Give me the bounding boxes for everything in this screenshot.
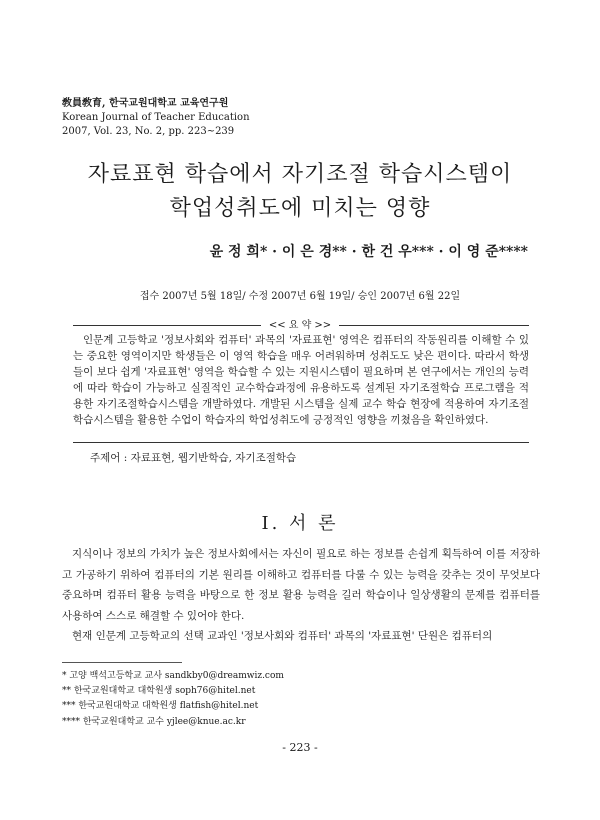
keywords: 주제어 : 자료표현, 웹기반학습, 자기조절학습 — [90, 452, 297, 464]
journal-header — [62, 97, 250, 139]
page-number: - 223 - — [282, 741, 318, 754]
abstract-label-text: << 요 약 >> — [261, 320, 339, 331]
paper-title-line-2: 학업성취도에 미치는 영향 — [169, 196, 431, 221]
footnote-4: **** 한국교원대학교 교수 yjlee@knue.ac.kr — [62, 716, 246, 727]
abstract-bottom-rule — [73, 442, 529, 443]
footnote-2: ** 한국교원대학교 대학원생 soph76@hitel.net — [62, 686, 256, 697]
submission-dates: 접수 2007년 5월 18일/ 수정 2007년 6월 19일/ 승인 2007년 6월 22일 — [139, 291, 461, 302]
body-paragraph-2: 현재 인문계 고등학교의 선택 교과인 '정보사회와 컴퓨터' 과목의 '자료표현' 단원은 컴퓨터의 — [72, 630, 493, 643]
journal-citation: 2007, Vol. 23, No. 2, pp. 223~239 — [62, 126, 235, 137]
journal-name-english: Korean Journal of Teacher Education — [62, 112, 250, 123]
footnotes — [62, 669, 284, 730]
footnote-divider — [62, 662, 182, 663]
footnote-3: *** 한국교원대학교 대학원생 flatfish@hitel.net — [62, 701, 259, 712]
body-paragraph-1: 지식이나 정보의 가치가 높은 정보사회에서는 자신이 필요로 하는 정보를 손쉽게 획득하여 이를 저장하고 가공하기 위하여 컴퓨터의 기본 원리를 이해하고 컴퓨터를 다룰 수 있는 능력을 갖추는 것이 무엇보다 중요하며 컴퓨터 활용 능력을 바탕으로 한 정보 활용 능력을 길러 학습이나 일상생활의 문제를 컴퓨터를 사용하여 스스로 해결할 수 있어야 한다. — [62, 548, 540, 622]
author-list: 윤 정 희* · 이 은 경** · 한 건 우*** · 이 영 준**** — [209, 244, 528, 260]
body-text — [62, 544, 540, 647]
paper-title-line-1: 자료표현 학습에서 자기조절 학습시스템이 — [87, 162, 513, 187]
section-heading: Ⅰ. 서 론 — [261, 513, 339, 534]
abstract-body — [73, 332, 529, 428]
abstract-label — [0, 316, 600, 331]
abstract-text: 인문계 고등학교 '정보사회와 컴퓨터' 과목의 '자료표현' 영역은 컴퓨터의 작동원리를 이해할 수 있는 중요한 영역이지만 학생들은 이 영역 학습을 매우 어려워하며 성취도도 낮은 편이다. 따라서 학생들이 보다 쉽게 '자료표현' 영역을 학습할 수 있는 지원시스템이 필요하며 본 연구에서는 개인의 능력에 따라 학습이 가능하고 실질적인 교수학습과정에 유용하도록 설계된 자기조절학습 프로그램을 적용한 자기조절학습시스템을 개발하였다. 개발된 시스템을 실제 교수 학습 현장에 적용하여 자기조절학습시스템을 활용한 수업이 학습자의 학업성취도에 긍정적인 영향을 끼쳤음을 확인하였다. — [73, 334, 529, 426]
journal-name-korean: 敎員敎育, 한국교원대학교 교육연구원 — [62, 98, 229, 109]
footnote-1: * 고양 백석고등학교 교사 sandkby0@dreamwiz.com — [62, 671, 284, 681]
